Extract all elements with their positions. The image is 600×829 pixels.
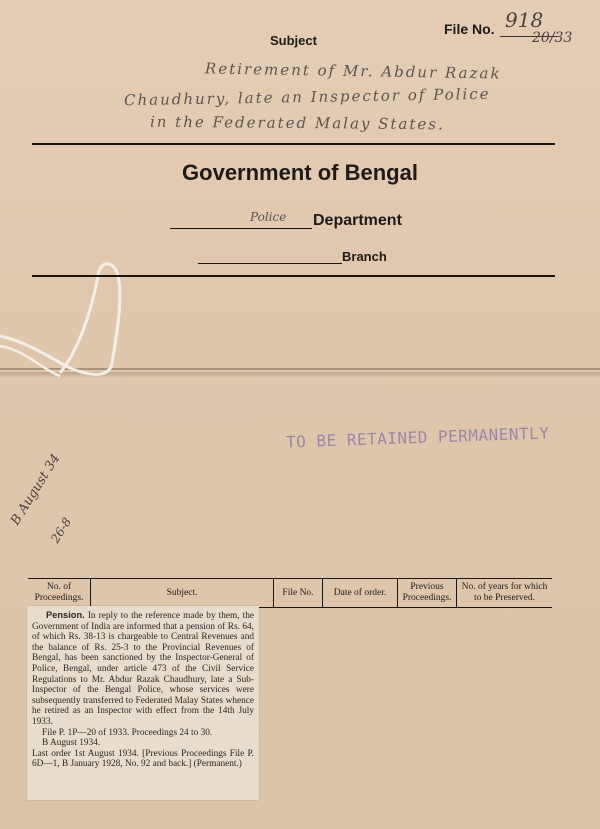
proceedings-table-header [28, 578, 552, 608]
table-header-cell: Previous Proceedings. [398, 579, 457, 607]
side-note-handwritten: B August 34 [8, 451, 64, 528]
department-handwritten: Police [250, 210, 287, 224]
clipping-file-line: File P. 1P—20 of 1933. Proceedings 24 to 30. [42, 727, 213, 738]
branch-field [198, 249, 418, 271]
department-underline [170, 228, 312, 229]
department-label: Department [313, 212, 402, 229]
file-no-handwritten-year: 20/33 [532, 30, 573, 46]
government-title: Government of Bengal [182, 160, 418, 185]
table-header-cell: No. of years for which to be Preserved. [461, 582, 548, 603]
side-note-handwritten: 26-8 [48, 515, 75, 546]
file-no-label: File No. [444, 21, 495, 37]
subject-handwritten-line: Chaudhury, late an Inspector of Police [123, 84, 491, 110]
table-header-cell: Date of order. [323, 579, 398, 607]
department-field [170, 210, 430, 236]
table-header-cell: File No. [274, 579, 323, 607]
tie-string [0, 258, 140, 388]
branch-underline [198, 263, 342, 264]
file-no-handwritten: 918 [505, 8, 544, 32]
clipping-lead: Pension. [46, 610, 85, 620]
subject-handwritten-line: in the Federated Malay States. [149, 112, 445, 134]
table-header-cell: Subject. [91, 579, 274, 607]
clipping-date-line: B August 1934. [42, 738, 101, 749]
retention-stamp: TO BE RETAINED PERMANENTLY [285, 423, 550, 452]
top-rule [32, 143, 555, 145]
pension-clipping [27, 606, 259, 800]
subject-handwritten-line: Retirement of Mr. Abdur Razak [204, 59, 502, 83]
middle-rule [32, 275, 555, 277]
clipping-body: In reply to the reference made by them, the Government of India are informed that a pension of Rs. 64, of which Rs. 38-13 is chargeable to Central Revenues and the balance of Rs. 25-3 to the Provincial Revenues of Bengal, has been sanctioned by the Inspector-General of Police, Bengal, under article 473 of the Civil Service Regulations to Mr. Abdur Razak Chaudhury, late a Sub-Inspector of the Bengal Police, whose services were subsequently transferred to Federated Malay States whence he retired as an Inspector with effect from the 14th July 1933. [32, 611, 254, 727]
table-header-cell: No. of Proceedings. [28, 579, 91, 607]
branch-label: Branch [342, 249, 387, 264]
clipping-last-order: Last order 1st August 1934. [Previous Proceedings File P. 6D—1, B January 1928, No. 92 and back.] (Permanent.) [32, 748, 254, 770]
subject-label: Subject [270, 33, 317, 48]
